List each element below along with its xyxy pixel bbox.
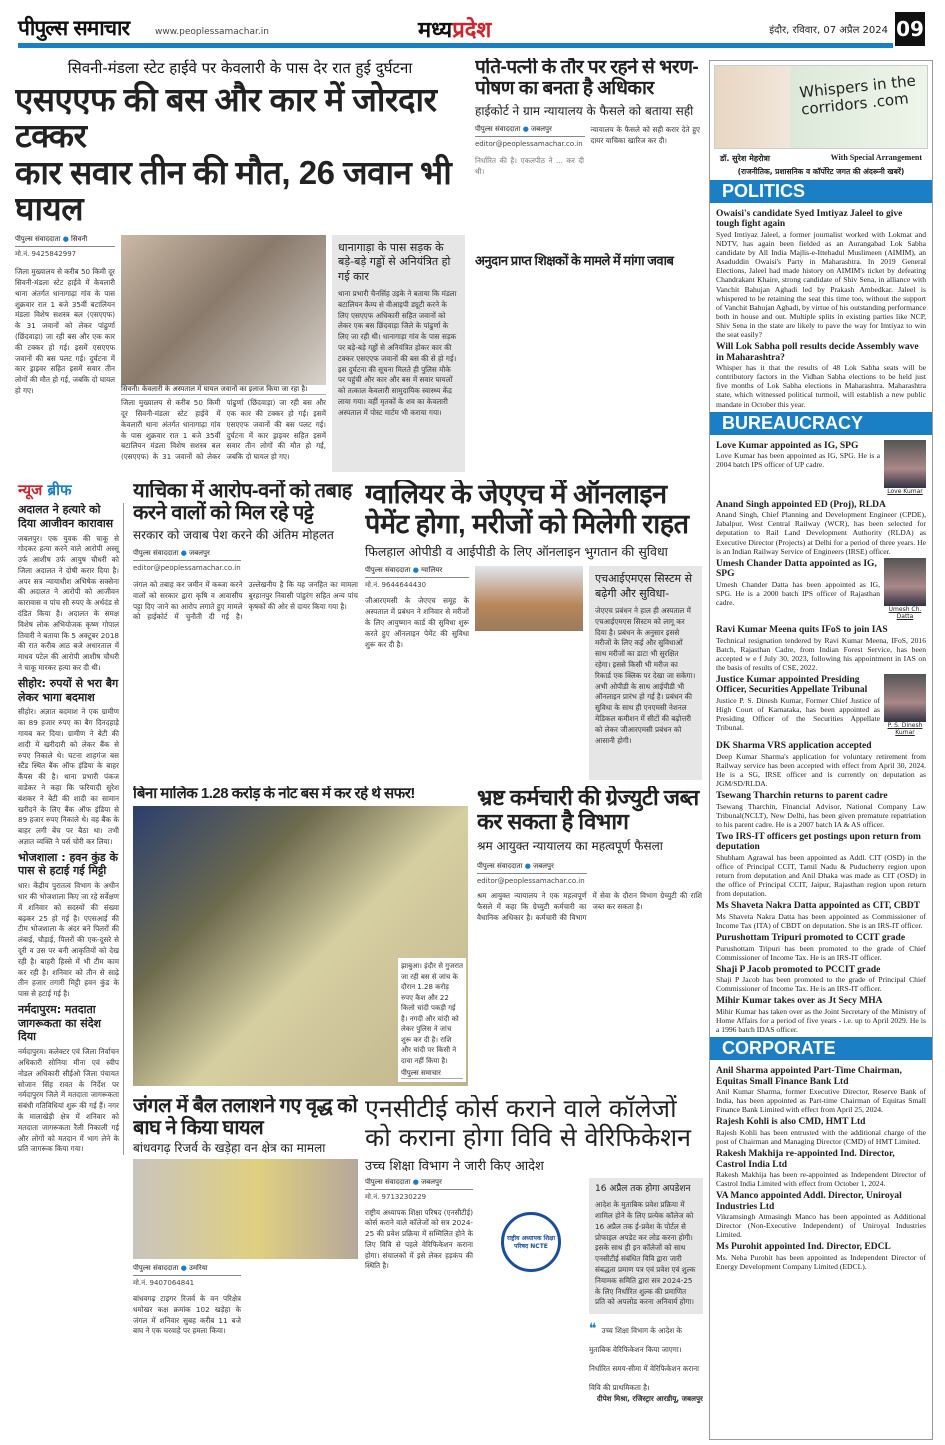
ncte-sidebar [589, 1178, 703, 1315]
news-item-headline: Will Lok Sabha poll results decide Assembly wave in Maharashtra? [716, 342, 919, 363]
officer-photo [884, 558, 926, 606]
news-item-headline: Mihir Kumar takes over as Jt Secy MHA [716, 996, 883, 1007]
news-item-headline: Umesh Chander Datta appointed as IG, SPG [716, 558, 877, 580]
news-item [710, 672, 932, 738]
news-brief-title: न्यूज ब्रीफ [18, 481, 72, 499]
news-item [710, 1146, 932, 1188]
news-item-body: Rajesh Kohli has been entrusted with the additional charge of the post of Chairman and Managing Director (CMD) of HMT Limited. [716, 1127, 926, 1146]
gwalior-byline-block [365, 566, 469, 780]
news-item-headline: VA Manco appointed Addl. Director, Uniroyal Industries Ltd [716, 1191, 902, 1212]
section-title [418, 14, 491, 44]
edition-date: इंदौर, रविवार, 07 अप्रैल 2024 [769, 25, 888, 36]
news-item-body: Deep Kumar Sharma's application for voluntary retirement from Railway service has been accepted with effect from April 30, 2024. He is a SG, IRSE officer and is currently on deputation as JGM/SD/RLDA. [716, 751, 926, 789]
section-title-a: मध्य [418, 18, 453, 43]
news-item-headline: Tsewang Tharchin returns to parent cadre [716, 791, 888, 802]
website-url[interactable]: www.peoplessamachar.in [155, 27, 269, 37]
petition-email[interactable]: editor@peoplessamachar.co.in [133, 564, 241, 572]
officer-photo-block [884, 558, 926, 620]
brief-body: नर्मदापुरम। कलेक्टर एवं जिला निर्वाचन अधिकारी सोनिया मीना एवं स्वीप नोडल अधिकारी सीईओ जिला पंचायत सोजान सिंह रावत के निर्देश पर नर्मदापुरम जिले में मतदाता जागरूकता संबंधी गतिविधियां शुरू की गई हैं। नगर के मालाखेड़ी क्षेत्र में शनिवार को मतदाता जागरूकता रैली निकाली गई और लोगों को मतदान में भाग लेने के प्रति जागरूक किया गया। [18, 1047, 119, 1154]
gratuity-byline: पीपुल्स संवाददाता ● जबलपुर [477, 862, 587, 874]
news-item [710, 962, 932, 994]
officer-photo [884, 440, 926, 488]
lead-photo-caption: सिवनी। केवलारी के अस्पताल में घायल जवानों का इलाज किया जा रहा है। [121, 385, 326, 395]
gwalior-sidebar-body: जेएएच प्रबंधन ने हाल ही अस्पताल में एचआईएमएस सिस्टम को लागू कर दिया है। प्रबंधन के अनुसार इससे मरीजों के लिए कई और सुविधाओं साथ मरीजों का डाटा भी सुरक्षित रहेगा। इससे किसी भी मरीज का रिकार्ड एक क्लिक पर देखा जा सकेगा। अभी ओपीडी के साथ आईपीडी भी ऑनलाइन प्रारंभ हो गई है। प्रबंधन की सुविधा के साथ ही एनएमसी नेशनल मेडिकल कमीशन में सीटों की बढ़ोत्तरी को लेकर जीआरएमसी प्रबंधन को आसानी होगी। [595, 605, 696, 745]
news-item-body: Mihir Kumar has taken over as the Joint Secretary of the Ministry of Home Affairs for a period of five years - i.e. up to April 2029. He is a 1996 batch IDAS officer. [716, 1006, 926, 1035]
brief-headline: भोजशाला : हवन कुंड के पास से हटाई गई मिट्टी [18, 850, 118, 878]
news-item-body: Vikramsingh Atmasingh Manco has been appointed as Additional Director (Non-Executive Independent) of Uniroyal Industries Limited. [716, 1212, 926, 1240]
lead-sidebar [332, 235, 465, 472]
cash-headline: बिना मालिक 1.28 करोड़ के नोट बस में कर रहे थे सफर! [133, 786, 415, 802]
news-item-body: Shubham Agrawal has been appointed as Addl. CIT (OSD) in the office of Principal CCIT, Tamil Nadu & Puducherry region upon return from deputation and Anil Dhaka was made as CIT (OSD) in the office of Principal CCIT, Jaipur, Rajasthan region upon return from deputation. [716, 852, 926, 899]
lead-byline: पीपुल्स संवाददाता ● सिवनी [15, 235, 115, 247]
tiger-byline: पीपुल्स संवाददाता ● उमरिया [133, 1264, 241, 1276]
lead-story [15, 58, 465, 472]
whispers-logo: Whispers in the corridors .com [798, 71, 917, 119]
officer-photo-caption: Love Kumar [887, 487, 923, 495]
cash-photo [133, 806, 468, 1087]
news-item [710, 788, 932, 829]
ncte-sidebar-body: आदेश के मुताबिक प्रवेश प्रक्रिया में शामिल होने के लिए प्रत्येक कॉलेज को 16 अप्रैल तक ई-प्रवेश के पोर्टल से प्रोफाइल अपडेट कर लोड करना होगी। इसके साथ ही इन कॉलेजों को साथ एनसीटीई संबंधित विवि द्वारा जारी संबद्धता प्रमाण पत्र एवं प्रवेश एवं शुल्क नियामक समिति द्वारा सत्र 2024-25 के लिए निर्धारित शुल्क की प्रमाणित प्रति को अपलोड करना अनिवार्य होगा। [595, 1200, 696, 1307]
news-item-headline: Shaji P Jacob promoted to PCCIT grade [716, 964, 881, 975]
maintenance-headline: पति-पत्नी के तौर पर रहने से भरण-पोषण का बनता है अधिकार [475, 58, 699, 99]
petition-story [133, 480, 358, 780]
ncte-columns [365, 1178, 703, 1441]
gratuity-email[interactable]: editor@peoplessamachar.co.in [477, 877, 585, 886]
maintenance-body: निर्धारित की है। एकलपीठ ने ... कर दी थी। [475, 155, 584, 176]
news-item-headline: Purushottam Tripuri promoted to CCIT grade [716, 933, 906, 944]
maintenance-subhead: हाईकोर्ट ने ग्राम न्यायालय के फैसले को बताया सही [475, 103, 694, 118]
officer-photo-block [884, 674, 926, 736]
cash-body: झाबुआ। इंदौर से गुजरात जा रही बस से जांच के दौरान 1.28 करोड़ रुपए कैश और 22 किलो चांदी पकड़ी गई है। नगदी और चांदी को लेकर पुलिस ने जांच शुरू कर दी है। राशि और चांदी पर किसी ने दावा नहीं किया है। [401, 962, 463, 1065]
ncte-body: राष्ट्रीय अध्यापक शिक्षा परिषद (एनसीटीई) कोर्स कराने वाले कॉलेजों को सत्र 2024-25 की प्रवेश प्रक्रिया में सम्मिलित होने के लिए विवि से पहले वेरिफिकेशन कराना होगा। संचालकों में इसे लेकर हड़कंप की स्थिति है। [365, 1207, 473, 1271]
news-item-headline: Owaisi's candidate Syed Imtiyaz Jaleel to give tough fight again [716, 209, 903, 230]
news-item [710, 1063, 932, 1114]
petition-headline: याचिका में आरोप-वनों को तबाह करने वालों को मिल रहे पट्टे [133, 480, 352, 524]
gratuity-story [477, 786, 702, 1086]
ncte-right-column [589, 1178, 703, 1441]
brief-body: सीहोर। अज्ञात बदमाश ने एक ग्रामीण का 89 हजार रुपए का बैग दिनदहाड़े गायब कर दिया। ग्रामीण ने बेटी की शादी में खरीदारी को लेकर बैंक से रुपए निकाले थे। घटना शाहगंज बस स्टैंड स्थित बैंक ऑफ इंडिया के बाहर कैंपस की है। थाना प्रभारी पंकज वाडेकर ने कहा कि फरियादी सुरेश बंशकर ने बेटी की शादी का सामान खरीदने के लिए बैंक ऑफ इंडिया से 89 हजार रुपए निकाले थे। वह बैंक के बाहर लगी बेंच पर बैठा था। तभी अज्ञात व्यक्ति ने पर्स चोरी कर लिया। [18, 707, 119, 846]
gwalior-body: जीआरएमसी के जेएएच समूह के अस्पताल में प्रबंधन ने शनिवार से मरीजों के लिए आयुष्मान कार्ड की सुविधा शुरू करते हुए ऑनलाइन पेमेंट की सुविधा शुरू कर दी है। [365, 596, 469, 649]
brief-headline: अदालत ने हत्यारे को दिया आजीवन कारावास [18, 503, 114, 530]
ncte-body-2 [479, 1178, 583, 1208]
news-item [710, 1114, 932, 1146]
gratuity-subhead: श्रम आयुक्त न्यायालय का महत्वपूर्ण फैसला [477, 839, 663, 854]
news-item [710, 829, 932, 898]
news-item [710, 622, 932, 672]
news-item [710, 930, 932, 962]
news-brief [18, 480, 124, 1155]
cash-credit: पीपुल्स समाचार [401, 1069, 463, 1079]
news-item [710, 898, 932, 930]
lead-columns [15, 235, 465, 472]
lead-byline-block [15, 235, 115, 472]
tiger-text [133, 1264, 358, 1440]
gratuity-headline: भ्रष्ट कर्मचारी की ग्रेज्युटी जब्त कर सकता है विभाग [477, 786, 699, 835]
news-item [710, 1188, 932, 1239]
news-item-headline: Love Kumar appointed as IG, SPG [716, 440, 859, 451]
news-item-headline: Ms Shaveta Nakra Datta appointed as CIT, CBDT [716, 901, 921, 912]
news-item-body: Umesh Chander Datta has been appointed as IG, SPG. He is a 2000 batch IPS officer of Rajasthan cadre. [716, 579, 880, 607]
ncte-headline: एनसीटीई कोर्स कराने वाले कॉलेजों को कराना होगा विवि से वेरिफिकेशन [365, 1095, 692, 1152]
lead-body: जिला मुख्यालय से करीब 50 किमी दूर सिवनी-मंडला स्टेट हाईवे में केवलारी थाना अंतर्गत धानागाढ़ा गांव के पास शुक्रवार रात 1 बजे 35वीं बटालियन मंडला विशेष सशस्त्र बल (एसएएफ) के 31 जवानों को लेकर पांढुर्णा (छिंदवाड़ा) जा रही बस और एक कार की टक्कर हो गई। इसमें एसएएफ जवानों की बस पलट गई। दुर्घटना में कार ड्राइवर सहित इसमें सवार तीन लोगों की मौत हो गई, जबकि दो घायल हो गए। [15, 267, 115, 395]
newspaper-logo: पीपुल्स समाचार [18, 16, 130, 40]
news-item-body: Ms. Neha Purohit has been appointed as Independent Director of Energy Development Company Limited (EDCL). [716, 1252, 926, 1271]
ncte-quote-author: दीपेश मिश्रा, रजिस्ट्रार आरडीयू, जबलपुर [596, 1394, 703, 1404]
tiger-headline: जंगल में बैल तलाशने गए वृद्ध को बाघ ने किया घायल [133, 1095, 358, 1139]
news-item [710, 339, 932, 408]
tiger-mobile: मो.नं. 9407064841 [133, 1279, 195, 1287]
news-item-headline: Justice Kumar appointed Presiding Officer, Securities Appellate Tribunal [716, 675, 868, 696]
officer-photo-block [884, 440, 926, 495]
section-band-politics: POLITICS [710, 180, 932, 203]
maintenance-story [475, 58, 700, 472]
news-item-body: Tsewang Tharchin, Financial Advisor, National Company Law Tribunal(NCLT), New Delhi, has been given premature repatriation to his parent cadre. He is a 2007 batch IA & AS officer. [716, 801, 926, 829]
news-item-body: Shaji P Jacob has been promoted to the grade of Principal Chief Commissioner of Income Tax. He is an IRS-IT officer. [716, 975, 926, 994]
news-item-body: Ms Shaveta Nakra Datta has been appointed as Commissioner of Income Tax (ITA) of CBDT on deputation. She is an IRS-IT officer. [716, 911, 926, 931]
section-band-bureaucracy: BUREAUCRACY [710, 412, 932, 435]
news-item [710, 438, 932, 497]
tiger-subhead: बांधवगढ़ रिजर्व के खड़ेहा वन क्षेत्र का मामला [133, 1141, 326, 1155]
news-item-body: Anil Kumar Sharma, former Executive Director, Reserve Bank of India, has been appointed as Part-time Chairman of Equitas Small Finance Bank Limited with effect from April 25, 2024. [716, 1087, 926, 1115]
news-item [710, 1239, 932, 1271]
ncte-quote [589, 1318, 703, 1405]
news-item-headline: Rajesh Kohli is also CMD, HMT Ltd [716, 1117, 866, 1128]
ncte-subhead: उच्च शिक्षा विभाग ने जारी किए आदेश [365, 1158, 544, 1174]
news-item-headline: Rakesh Makhija re-appointed Ind. Director, Castrol India Ltd [716, 1149, 895, 1170]
news-item-body: Love Kumar has been appointed as IG, SPG. He is a 2004 batch IPS officer of UP cadre. [716, 451, 880, 470]
news-item-body: Anand Singh, Chief Planning and Development Engineer (CPDE), Jabalpur, West Central Railway (WCR), has been selected for deputation to Rail Land Development Authority (RLDA) as Executive Director (Projects) at Delhi for a period of three years. He is an Indian Railway Service of Engineers (IRSE) officer. [716, 510, 926, 556]
news-item-headline: Ravi Kumar Meena quits IFoS to join IAS [716, 625, 888, 636]
gwalior-sidebar-title: एचआईएमएस सिस्टम से बढ़ेगी और सुविधा- [595, 572, 693, 600]
news-item-body: Purushottam Tripuri has been promoted to the grade of Chief Commissioner of Income Tax. He is an IRS-IT officer. [716, 943, 926, 962]
lead-headline-2: कार सवार तीन की मौत, 26 जवान भी घायल [15, 153, 452, 227]
officer-photo [884, 674, 926, 722]
tiger-body-2 [247, 1264, 357, 1440]
gwalior-columns [365, 566, 702, 780]
brief-body: धार। केंद्रीय पुरातत्व विभाग के अधीन धार की भोजशाला किए जा रहे सर्वेक्षण में शनिवार को सदस्यों की संख्या बढ़कर 25 हो गई है। एएसआई की टीम भोजशाला के अंदर बने पिलरों की लंबाई, चौड़ाई, पिलरों की एक-दूसरे से दूरी व उस पर बनी आकृतियों को देख रही है। बाहरी हिस्से में भी टीम काम कर रही है। शनिवार को तीन से साढ़े तीन हजार तगारी मिट्टी हवन कुंड के पास से हटाई गई है। [18, 881, 119, 999]
tiger-body: बांधवगढ़ टाइगर रिजर्व के वन परिक्षेत्र धमोखर कक्ष क्रमांक 102 खड़ेहा के जंगल में शनिवार सुबह करीब 11 बजे बाघ ने एक चरवाहे पर हमला किया। [133, 1294, 241, 1336]
section-band-corporate: CORPORATE [710, 1037, 932, 1060]
lead-photo [121, 235, 326, 385]
news-item [710, 993, 932, 1034]
ncte-quote-text: उच्च शिक्षा विभाग के आदेश के मुताबिक वेरिफिकेशन किया जाएगा। निर्धारित समय-सीमा में वेरिफिकेशन कराना विवि की प्राथमिकता है। [589, 1326, 700, 1393]
ncte-byline: पीपुल्स संवाददाता ● जबलपुर [365, 1178, 473, 1190]
news-item-headline: Anil Sharma appointed Part-Time Chairman, Equitas Small Finance Bank Ltd [716, 1066, 902, 1087]
officer-photo-caption: Umesh Ch. Datta [888, 605, 922, 620]
lead-sidebar-body: थाना प्रभारी चैनसिंह उइके ने बताया कि मंडला बटालियन कैम्प से वीआइपी ड्यूटी करने के लिए एसएएफ अधिकारी सहित जवानों को लेकर एक बस छिंदवाड़ा जिले के पांढुर्णा के लिए जा रही थी। धानागाड़ा गांव के पास सड़क पर बड़े-बड़े गड्ढों से अनियंत्रित होकर कार की टक्कर एसएएफ जवानों की बस की से हो गई। इस दुर्घटना की सूचना मिलते ही पुलिस मौके पर पहुंची और कार और बस में सवार घायलों को तत्काल केवलारी सामुदायिक स्वास्थ्य केंद्र लाया गया। वहीं मृतकों के शव का केवलारी अस्पताल में पोस्ट मार्टम भी कराया गया। [338, 289, 457, 417]
ncte-middle-column [479, 1178, 583, 1441]
news-item-body: Technical resignation tendered by Ravi Kumar Meena, IFoS, 2016 Batch, Rajasthan Cadre, from Indian Forest Service, has been accepted w e f July 30, 2023, following his appointment in IAS on the basis of results of CSE, 2022. [716, 635, 926, 672]
news-item-body: Syed Imtiyaz Jaleel, a former journalist worked with Lokmat and NDTV, has again been fielded as an Aurangabad Lok Sabha candidate by All India Majlis-e-Ittehadul Muslimeen (AIMIM), an Asaduddin Owaisi's Party in Maharashtra. In 2019 General Elections, Jaleel had made history on AIMIM's ticket by defeating Chandrakant Khaire, strong candidate of Shiv Sena, in alliance with Vanchit Bahujan Aghadi led by Prakash Ambedkar. Jaleel is whispered to be retaining the seat this time too, without the support of Vanchit Bahujan Aghadi, by virtue of his outstanding performance both in house and out. Multiple splits in existing parties like NCP, Shiv Sena in the state are likely to pave the way for Imtiyaz to win the seat easily? [716, 229, 926, 340]
ncte-text [365, 1178, 473, 1441]
cash-inset-text [398, 958, 466, 1082]
news-item-body: Whisper has it that the results of 48 Lok Sabha seats will be contributory factors in the Vidhan Sabha elections to be held just five months of Lok Sabha elections in Maharashtra. Maharashtra state, which witnessed political turmoil, will establish a new public mandate in October this year. [716, 363, 926, 409]
lead-body-continued: जिला मुख्यालय से करीब 50 किमी दूर सिवनी-मंडला स्टेट हाईवे में केवलारी थाना अंतर्गत धानागाढ़ा गांव के पास शुक्रवार रात 1 बजे 35वीं बटालियन मंडला विशेष सशस्त्र बल (एसएएफ) के 31 जवानों को लेकर पांढुर्णा (छिंदवाड़ा) जा रही बस और एक कार की टक्कर हो गई। इसमें एसएएफ जवानों की बस पलट गई। दुर्घटना में कार ड्राइवर सहित इसमें सवार तीन लोगों की मौत हो गई, जबकि दो घायल हो गए। [121, 398, 326, 462]
gwalior-mobile: मो.नं. 9644644430 [365, 581, 427, 590]
page-number: 09 [895, 12, 925, 46]
news-item [710, 497, 932, 556]
ncte-sidebar-title: 16 अप्रैल तक होगा अपडेशन [595, 1183, 691, 1194]
maintenance-email[interactable]: editor@peoplessamachar.co.in [475, 139, 583, 148]
tiger-victim-photo [133, 1159, 358, 1259]
maintenance-body-top: न्यायालय के फैसले को सही करार देते हुए दायर याचिका खारिज कर दी। [590, 124, 700, 145]
lead-photo-column [121, 235, 326, 472]
lead-sidebar-title: धानागाड़ा के पास सड़क के बड़े-बड़े गड्ढों से अनियंत्रित हो गई कार [338, 241, 451, 283]
petition-body: जंगल को तबाह कर जमीन में कब्जा करने वालों को सरकार द्वारा कृषि व आवासीय पट्टा दिए जाने का आरोप लगाते हुए मामले को हाईकोर्ट में चुनौती दी गई है। उल्लेखनीय है कि यह जनहित का मामला बुरहानपुर निवासी पांडुरंग सहित अन्य पांच कृषकों की ओर से दायर किया गया है। [133, 580, 358, 622]
lead-kicker: सिवनी-मंडला स्टेट हाईवे पर केवलारी के पास देर रात हुई दुर्घटना [67, 59, 413, 77]
header-rule [18, 43, 893, 48]
news-item [710, 206, 932, 339]
lead-headline-1: एसएएफ की बस और कार में जोरदार टक्कर [15, 81, 437, 155]
gwalior-sidebar [589, 566, 702, 780]
ncte-mobile: मो.नं. 9713230229 [365, 1192, 427, 1201]
brief-headline: सीहोर: रुपयों से भरा बैग लेकर भागा बदमाश [18, 676, 119, 704]
ncte-story [365, 1095, 703, 1440]
whispers-column [709, 60, 933, 1440]
news-item [710, 738, 932, 788]
gwalior-story [365, 480, 702, 780]
news-item-headline: Ms Purohit appointed Ind. Director, EDCL [716, 1242, 891, 1253]
gwalior-byline: पीपुल्स संवाददाता ● ग्वालियर [365, 566, 469, 578]
grant-teachers-headline: अनुदान प्राप्त शिक्षकों के मामले में मांगा जवाब [475, 252, 674, 268]
officer-photo-caption: P. S. Dinesh Kumar [887, 722, 923, 737]
whispers-banner [714, 65, 928, 149]
cash-story [133, 786, 468, 1086]
brief-body: जबलपुर। एक युवक की चाकू से गोदकर हत्या करने वाले आरोपी अस्सू उर्फ आशीष उर्फ आयुष चौधरी को जिला अदालत ने दोषी करार दिया है। अपर सत्र न्यायाधीश अभिषेक सक्सेना की अदालत ने आरोपी को आजीवन कारावास व पांच सौ रुपए के अर्थदंड से दंडित किया है। अदालत के समक्ष विशेष लोक अभियोजक कृष्ण गोपाल तिवारी ने बताया कि 5 अक्टूबर 2018 की रात करीब आठ बजे अधारताल में माधव पटेल की आरोपी आशीष चौधरी ने चाकू मारकर हत्या कर दी थी। [18, 533, 119, 673]
gwalior-subhead: फिलहाल ओपीडी व आईपीडी के लिए ऑनलाइन भुगतान की सुविधा [365, 544, 668, 560]
news-item [710, 556, 932, 622]
whispers-tagline: (राजनीतिक, प्रशासनिक व कॉर्पोरेट जगत की अंदरूनी खबरें) [737, 167, 905, 176]
news-item-body: Justice P. S. Dinesh Kumar, Former Chief Justice of High Court of Karnataka, has been appointed as Presiding Officer of the Securities Appellate Tribunal. [716, 695, 880, 733]
brief-headline: नर्मदापुरम: मतदाता जागरूकता का संदेश दिया [18, 1002, 102, 1044]
quote-icon: ❝ [589, 1321, 597, 1338]
petition-subhead: सरकार को जवाब पेश करने की अंतिम मोहलत [133, 528, 334, 542]
gratuity-body: श्रम आयुक्त न्यायालय ने एक महत्वपूर्ण फैसले में कहा कि ग्रेच्युटी कर्मचारी का वैधानिक अधिकार है। कर्मचारी की विभाग में सेवा के दौरान विभाग ग्रेच्युटी की राशि जब्त कर सकता है। [477, 891, 702, 922]
hospital-photo [475, 566, 583, 631]
news-item-headline: Anand Singh appointed ED (Proj), RLDA [716, 499, 886, 510]
news-item-headline: Two IRS-IT officers get postings upon return from deputation [716, 832, 921, 853]
tiger-story [133, 1095, 358, 1440]
section-title-b: प्रदेश [452, 18, 492, 43]
news-item-body: Rakesh Makhija has been re-appointed as Independent Director of Castrol India Limited with effect from October 1, 2024. [716, 1169, 926, 1189]
news-item-headline: DK Sharma VRS application accepted [716, 741, 872, 752]
maintenance-byline: पीपुल्स संवाददाता ● जबलपुर [475, 125, 585, 137]
gwalior-headline: ग्वालियर के जेएएच में ऑनलाइन पेमेंट होगा, मरीजों को मिलेगी राहत [365, 480, 689, 539]
ncte-logo: राष्ट्रीय अध्यापक शिक्षा परिषद NCTE [501, 1212, 561, 1272]
whispers-credits: डॉ. सुरेश मेहरोत्रा With Special Arrangement [720, 153, 922, 163]
lead-mobile: मो.नं. 9425842997 [15, 250, 77, 259]
petition-byline: पीपुल्स संवाददाता ● जबलपुर [133, 549, 241, 561]
